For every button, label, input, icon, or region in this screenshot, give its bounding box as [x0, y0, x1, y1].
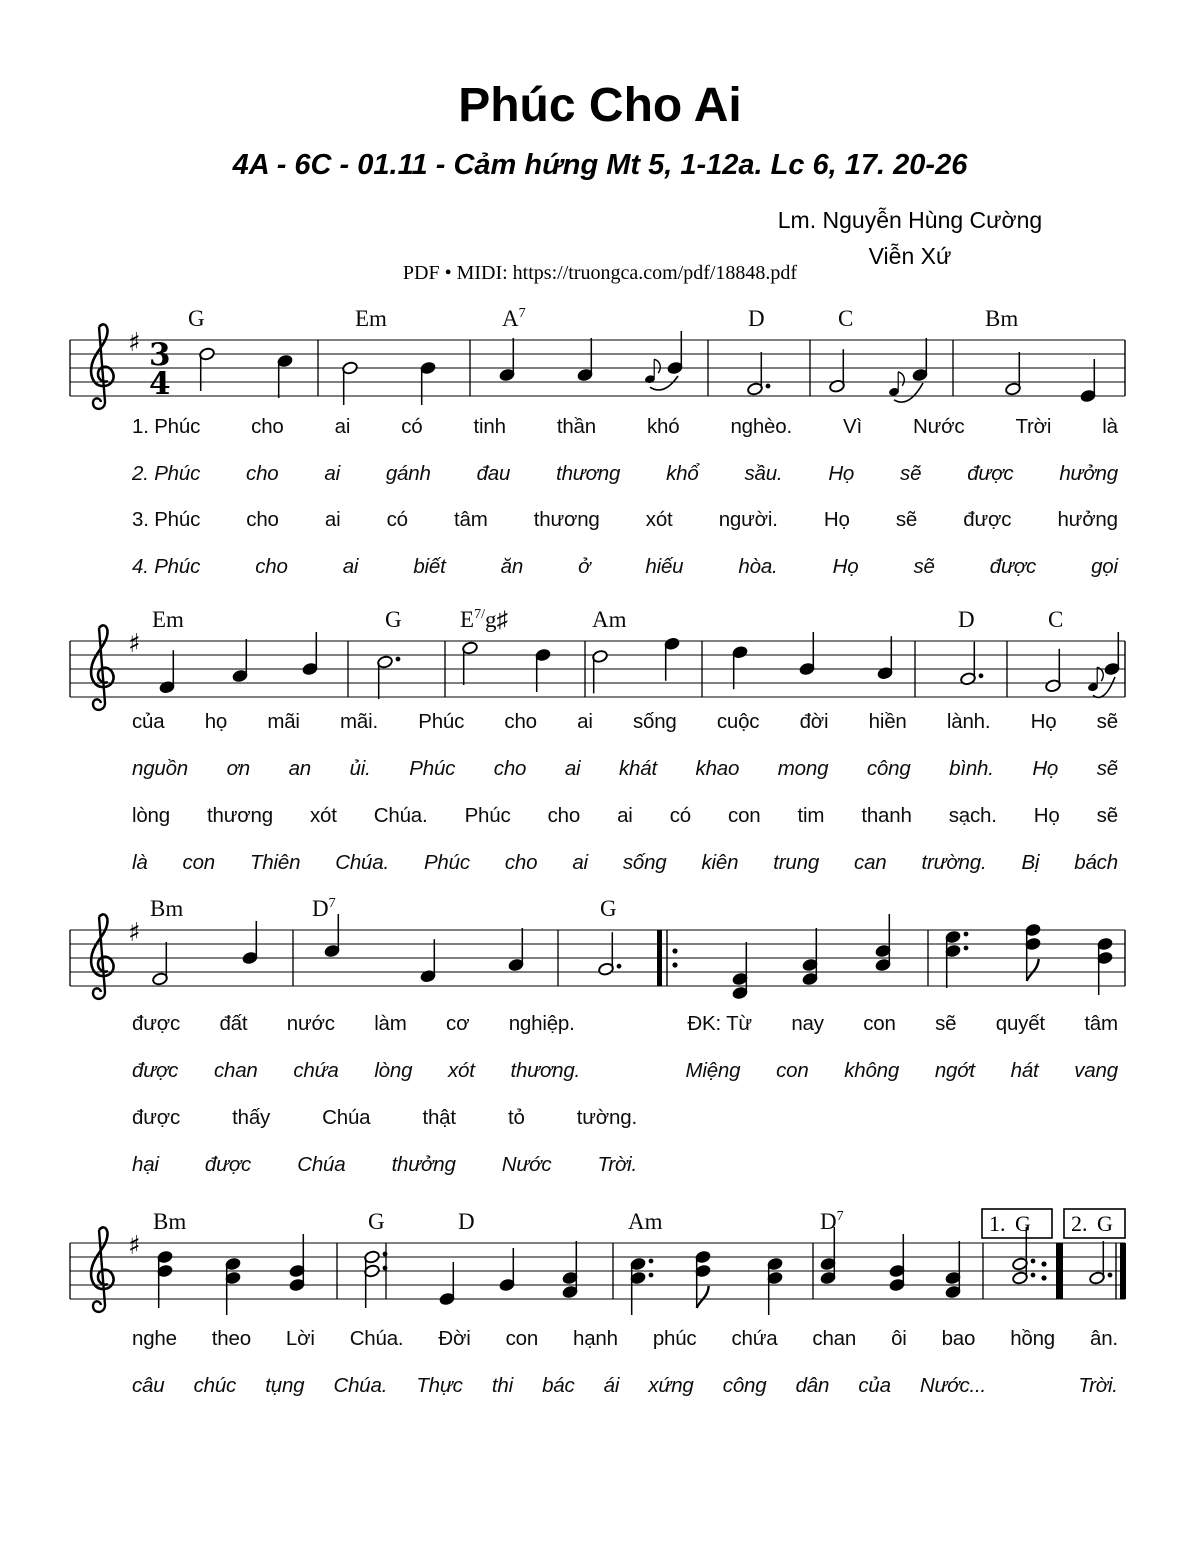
- note: [1080, 359, 1096, 403]
- lyric-word: bình.: [949, 757, 994, 780]
- lyric-word: được: [963, 508, 1012, 531]
- key-signature-sharp: ♯: [128, 629, 141, 659]
- lyric-word: gánh: [385, 462, 431, 485]
- chord-label: G: [385, 607, 402, 632]
- lyric-word: sống: [622, 851, 667, 874]
- lyric-word: sẽ: [1096, 757, 1118, 780]
- augmentation-dot: [1108, 1273, 1113, 1278]
- grace-flag: [898, 372, 904, 386]
- lyric-word: thật: [422, 1106, 456, 1129]
- lyric-line-1-1: [132, 415, 1118, 439]
- repeat-end-barline: [1056, 1243, 1063, 1299]
- eighth-flag: [1027, 959, 1039, 981]
- note: [535, 648, 551, 692]
- lyric-word: cho: [251, 415, 284, 438]
- note: [598, 932, 622, 976]
- lyric-word: con: [863, 1012, 896, 1035]
- augmentation-dot: [979, 673, 984, 678]
- lyric-word: thần: [556, 415, 596, 438]
- lyric-word: xót: [309, 804, 337, 827]
- note: [439, 1262, 455, 1306]
- lyric-word: con: [182, 851, 215, 874]
- lyric-word: thưởng: [391, 1153, 456, 1176]
- lyric-word: Chúa: [297, 1153, 346, 1176]
- lyric-word: 2. Phúc: [132, 462, 201, 485]
- lyric-word: Chúa.: [373, 804, 428, 827]
- lyric-word: Vì: [843, 415, 862, 438]
- lyric-word: Trời.: [597, 1153, 637, 1176]
- staff-system-1: [0, 295, 1200, 413]
- lyric-word: Nước: [913, 415, 965, 438]
- lyric-gap: [616, 1059, 650, 1083]
- note: [199, 347, 215, 391]
- lyric-word: Bị: [1021, 851, 1040, 874]
- lyric-word: khổ: [666, 462, 699, 485]
- lyric-word: dân: [795, 1374, 830, 1397]
- lyric-word: nay: [791, 1012, 824, 1035]
- lyric-word: Họ: [1030, 710, 1057, 733]
- song-subtitle: 4A - 6C - 01.11 - Cảm hứng Mt 5, 1-12a. Lc 6, 17. 20-26: [232, 149, 968, 181]
- lyric-word: con: [505, 1327, 539, 1350]
- lyric-word: mãi.: [340, 710, 378, 733]
- lyric-word: an: [288, 757, 312, 780]
- lyric-line-4-2: [132, 1374, 1118, 1398]
- lyric-word: quyết: [995, 1012, 1045, 1035]
- lyric-word: Chúa: [322, 1106, 371, 1129]
- note: [159, 650, 175, 694]
- lyric-word: ai: [324, 508, 341, 531]
- pdf-midi-link-line: PDF • MIDI: https://truongca.com/pdf/18848.pdf: [402, 262, 798, 284]
- note: [1089, 1241, 1113, 1285]
- lyric-word: thanh: [861, 804, 912, 827]
- repeat-dot: [672, 962, 677, 967]
- lyric-word: bao: [941, 1327, 976, 1350]
- lyric-word: ân.: [1090, 1327, 1118, 1350]
- chord-label: G: [1097, 1211, 1113, 1236]
- staff-system-3: [0, 885, 1200, 1003]
- grace-note: [645, 359, 661, 383]
- chord-label: D: [748, 306, 765, 331]
- lyric-word: đất: [219, 1012, 248, 1035]
- chord-label: Am: [628, 1209, 663, 1234]
- note: [630, 1257, 654, 1315]
- lyric-word: đời: [799, 710, 829, 733]
- augmentation-dot: [649, 1259, 654, 1264]
- lyric-word: lòng: [132, 804, 170, 827]
- lyric-word: nguồn: [132, 757, 189, 780]
- lyric-word: Chúa.: [349, 1327, 404, 1350]
- lyric-word: có: [386, 508, 408, 531]
- lyric-word: ai: [334, 415, 351, 438]
- chord-label: G: [188, 306, 205, 331]
- lyric-word: thương: [533, 508, 600, 531]
- lyric-word: Họ: [828, 462, 855, 485]
- lyric-word: hiếu: [645, 555, 684, 578]
- lyric-word: ăn: [500, 555, 524, 578]
- chord-label: $D^7$: [820, 1209, 844, 1234]
- lyric-word: nghe: [132, 1327, 177, 1350]
- lyric-word: được: [132, 1106, 181, 1129]
- lyric-word: tim: [797, 804, 825, 827]
- lyric-word: cơ: [446, 1012, 470, 1035]
- lyric-word: đau: [476, 462, 511, 485]
- lyric-word: câu: [132, 1374, 165, 1397]
- lyric-word: tâm: [1084, 1012, 1118, 1035]
- lyric-word: cho: [547, 804, 581, 827]
- lyric-line-3-2: [132, 1059, 1118, 1083]
- lyric-word: tâm: [454, 508, 488, 531]
- grace-note: [1088, 667, 1104, 691]
- lyric-word: xót: [448, 1059, 475, 1082]
- lyric-word: hồng: [1010, 1327, 1056, 1350]
- repeat-dot: [1041, 1261, 1046, 1266]
- lyric-word: cho: [246, 508, 279, 531]
- augmentation-dot: [1031, 1273, 1036, 1278]
- lyric-word: tinh: [473, 415, 506, 438]
- lyric-word: ĐK: Từ: [687, 1012, 752, 1035]
- lyric-line-3-4: [132, 1153, 637, 1177]
- note: [829, 349, 845, 393]
- lyric-word: tỏ: [507, 1106, 525, 1129]
- lyric-word: cho: [504, 851, 538, 874]
- lyric-word: con: [776, 1059, 809, 1082]
- lyric-word: con: [728, 804, 761, 827]
- lyric-word: thấy: [232, 1106, 271, 1129]
- chord-label: G: [600, 896, 617, 921]
- lyric-word: chan: [213, 1059, 258, 1082]
- note: [732, 942, 748, 1000]
- lyric-word: gọi: [1091, 555, 1118, 578]
- lyric-word: can: [854, 851, 887, 874]
- note: [877, 636, 893, 680]
- lyric-word: cuộc: [716, 710, 760, 733]
- lyric-word: chứa: [293, 1059, 339, 1082]
- note: [664, 637, 680, 681]
- lyric-word: bách: [1074, 851, 1118, 874]
- lyric-word: Họ: [832, 555, 859, 578]
- chord-label: C: [1048, 607, 1064, 632]
- chord-label: G: [368, 1209, 385, 1234]
- lyric-word: ở: [578, 555, 591, 578]
- chord-label: $E^{7/}g♯$: [460, 607, 508, 632]
- lyric-word: là: [132, 851, 148, 874]
- lyric-word: vang: [1074, 1059, 1118, 1082]
- time-signature-numerator: 3: [149, 337, 171, 373]
- lyric-word: Trời: [1015, 415, 1052, 438]
- augmentation-dot: [766, 384, 771, 389]
- lyric-word: Lời: [285, 1327, 315, 1350]
- chord-label: D: [458, 1209, 475, 1234]
- lyric-word: sẽ: [913, 555, 935, 578]
- chord-label: Em: [152, 607, 184, 632]
- note: [302, 632, 318, 676]
- note: [342, 361, 358, 405]
- lyric-word: sầu.: [744, 462, 783, 485]
- augmentation-dot: [964, 932, 969, 937]
- note: [420, 361, 436, 405]
- lyric-word: chan: [812, 1327, 857, 1350]
- lyric-word: sẽ: [935, 1012, 957, 1035]
- lyric-word: chúc: [193, 1374, 237, 1397]
- lyric-word: Phúc: [423, 851, 470, 874]
- lyric-word: Phúc: [464, 804, 511, 827]
- lyric-word: chứa: [731, 1327, 778, 1350]
- lyric-word: ủi.: [349, 757, 371, 780]
- lyric-word: cho: [255, 555, 288, 578]
- note: [562, 1241, 578, 1299]
- lyric-word: được: [989, 555, 1037, 578]
- lyric-line-1-3: [132, 508, 1118, 532]
- repeat-dot: [1041, 1275, 1046, 1280]
- lyric-word: nghèo.: [730, 415, 792, 438]
- lyric-word: mong: [777, 757, 829, 780]
- key-signature-sharp: ♯: [128, 1231, 141, 1261]
- lyric-word: được: [204, 1153, 252, 1176]
- chord-label: D: [958, 607, 975, 632]
- chord-label: C: [838, 306, 854, 331]
- lyric-word: 1. Phúc: [132, 415, 201, 438]
- lyric-word: trường.: [921, 851, 987, 874]
- lyric-word: được: [132, 1059, 179, 1082]
- lyric-line-3-3: [132, 1106, 637, 1130]
- lyric-word: Nước: [501, 1153, 552, 1176]
- lyric-word: khát: [619, 757, 657, 780]
- note: [277, 354, 293, 398]
- repeat-dot: [672, 948, 677, 953]
- lyric-word: ai: [572, 851, 588, 874]
- lyric-word: làm: [374, 1012, 407, 1035]
- eighth-flag: [697, 1286, 709, 1308]
- lyric-word: kiên: [701, 851, 739, 874]
- augmentation-dot: [1031, 1259, 1036, 1264]
- lyric-word: ái: [603, 1374, 620, 1397]
- lyric-word: cho: [246, 462, 279, 485]
- note: [420, 939, 436, 983]
- lyric-word: xót: [645, 508, 673, 531]
- note: [1005, 352, 1021, 396]
- lyric-line-3-1: [132, 1012, 1118, 1036]
- note: [242, 921, 258, 965]
- augmentation-dot: [649, 1273, 654, 1278]
- lyric-word: ôi: [891, 1327, 907, 1350]
- lyric-gap: [1015, 1374, 1049, 1398]
- lyric-word: Thực: [416, 1374, 463, 1397]
- chord-label: Bm: [153, 1209, 187, 1234]
- augmentation-dot: [617, 964, 622, 969]
- staff-system-2: [0, 596, 1200, 714]
- lyric-word: lòng: [374, 1059, 413, 1082]
- lyric-word: thương: [556, 462, 621, 485]
- lyric-word: công: [722, 1374, 767, 1397]
- lyric-word: nghiệp.: [508, 1012, 575, 1035]
- lyric-word: nước: [286, 1012, 335, 1035]
- augmentation-dot: [964, 946, 969, 951]
- lyric-word: người.: [718, 508, 778, 531]
- note: [462, 641, 478, 685]
- lyric-word: Phúc: [418, 710, 465, 733]
- lyric-word: thương: [207, 804, 273, 827]
- lyric-word: phúc: [652, 1327, 697, 1350]
- lyric-word: bác: [542, 1374, 575, 1397]
- lyric-word: khao: [695, 757, 740, 780]
- lyric-word: tụng: [265, 1374, 305, 1397]
- lyric-word: sẽ: [900, 462, 922, 485]
- lyric-word: Nước...: [919, 1374, 987, 1397]
- lyric-line-2-1: [132, 710, 1118, 734]
- lyric-word: theo: [211, 1327, 251, 1350]
- composer-name: Lm. Nguyễn Hùng Cường: [777, 207, 1043, 233]
- note: [508, 928, 524, 972]
- lyric-word: ai: [617, 804, 633, 827]
- lyric-word: ai: [577, 710, 593, 733]
- lyric-word: hiền: [868, 710, 907, 733]
- grace-flag: [654, 359, 660, 373]
- lyric-word: hưởng: [1057, 508, 1118, 531]
- lyric-word: Họ: [823, 508, 850, 531]
- song-title: Phúc Cho Ai: [458, 79, 742, 132]
- lyric-word: Thiên: [249, 851, 301, 874]
- chord-label: Bm: [150, 896, 184, 921]
- lyric-word: hạnh: [573, 1327, 618, 1350]
- note: [945, 1241, 961, 1299]
- note: [799, 632, 815, 676]
- key-signature-sharp: ♯: [128, 328, 141, 358]
- lyric-line-1-2: [132, 462, 1118, 486]
- note: [802, 928, 818, 986]
- lyric-word: ngớt: [934, 1059, 975, 1082]
- lyric-word: của: [132, 710, 165, 733]
- lyric-word: Miệng: [685, 1059, 741, 1082]
- volta-number: 2.: [1071, 1211, 1088, 1236]
- note: [225, 1257, 241, 1315]
- chord-label: Am: [592, 607, 627, 632]
- lyric-word: công: [866, 757, 911, 780]
- volta-number: 1.: [989, 1211, 1006, 1236]
- lyric-word: Trời.: [1078, 1374, 1118, 1397]
- lyric-word: sạch.: [948, 804, 997, 827]
- note: [767, 1257, 783, 1315]
- lyric-word: được: [132, 1012, 181, 1035]
- chord-label: Bm: [985, 306, 1019, 331]
- lyric-word: sống: [632, 710, 677, 733]
- lyric-word: ơn: [226, 757, 251, 780]
- lyric-word: ai: [342, 555, 359, 578]
- staff-system-4: [0, 1198, 1200, 1318]
- augmentation-dot: [396, 657, 401, 662]
- key-signature-sharp: ♯: [128, 918, 141, 948]
- note: [377, 655, 401, 699]
- note: [894, 338, 928, 402]
- lyric-word: Chúa.: [335, 851, 389, 874]
- note: [577, 338, 593, 382]
- note: [152, 942, 168, 986]
- lyric-word: hát: [1010, 1059, 1039, 1082]
- lyric-word: mãi: [267, 710, 300, 733]
- lyric-word: họ: [204, 710, 228, 733]
- note: [592, 649, 608, 693]
- final-barline: [1120, 1243, 1126, 1299]
- lyric-word: 3. Phúc: [132, 508, 201, 531]
- lyric-word: Phúc: [409, 757, 456, 780]
- note: [945, 930, 969, 988]
- composer-alias: Viễn Xứ: [868, 242, 952, 269]
- note: [820, 1227, 836, 1285]
- lyric-word: cho: [504, 710, 537, 733]
- grace-note: [889, 372, 905, 396]
- lyric-word: 4. Phúc: [132, 555, 201, 578]
- lyric-word: thương.: [510, 1059, 581, 1082]
- note: [232, 639, 248, 683]
- note: [499, 1248, 515, 1292]
- lyric-word: tường.: [576, 1106, 637, 1129]
- lyric-word: khó: [646, 415, 680, 438]
- note: [747, 352, 771, 396]
- lyric-word: Họ: [1032, 757, 1059, 780]
- note: [875, 914, 891, 972]
- note: [960, 642, 984, 686]
- chord-label: $A^7$: [502, 306, 526, 331]
- lyric-word: sẽ: [1096, 710, 1118, 733]
- lyric-gap: [614, 1012, 648, 1036]
- lyric-word: cho: [493, 757, 527, 780]
- lyric-word: là: [1102, 415, 1118, 438]
- lyric-word: xứng: [648, 1374, 694, 1397]
- chord-label: $D^7$: [312, 896, 336, 921]
- lyric-word: hưởng: [1059, 462, 1118, 485]
- lyric-word: sẽ: [895, 508, 918, 531]
- lyric-word: Đời: [438, 1327, 471, 1350]
- augmentation-dot: [383, 1266, 388, 1271]
- note: [499, 338, 515, 382]
- lyric-word: lành.: [946, 710, 991, 733]
- lyric-word: trung: [773, 851, 820, 874]
- lyric-word: sẽ: [1096, 804, 1118, 827]
- chord-label: G: [1015, 1211, 1031, 1236]
- lyric-word: có: [669, 804, 691, 827]
- lyric-word: Chúa.: [333, 1374, 388, 1397]
- chord-label: Em: [355, 306, 387, 331]
- lyric-word: của: [858, 1374, 891, 1397]
- lyric-word: ai: [324, 462, 340, 485]
- repeat-start-barline: [657, 930, 662, 986]
- lyric-word: ai: [564, 757, 581, 780]
- lyric-word: hại: [132, 1153, 159, 1176]
- lyric-word: biết: [413, 555, 446, 578]
- lyric-line-2-4: [132, 851, 1118, 875]
- lyric-word: được: [967, 462, 1014, 485]
- time-signature-denominator: 4: [149, 366, 171, 402]
- lyric-line-2-3: [132, 804, 1118, 828]
- lyric-word: không: [844, 1059, 900, 1082]
- lyric-word: thi: [491, 1374, 513, 1397]
- augmentation-dot: [383, 1252, 388, 1257]
- lyric-line-1-4: [132, 555, 1118, 579]
- lyric-line-2-2: [132, 757, 1118, 781]
- lyric-word: hòa.: [738, 555, 778, 578]
- lyric-word: có: [401, 415, 423, 438]
- lyric-line-4-1: [132, 1327, 1118, 1351]
- lyric-word: Họ: [1033, 804, 1060, 827]
